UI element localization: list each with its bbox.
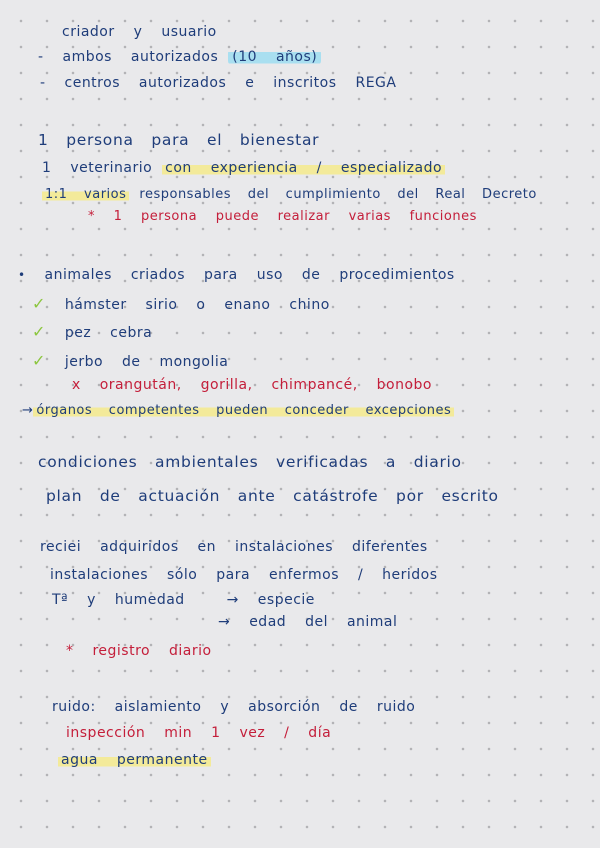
- highlight-excepciones: órganos competentes pueden conceder excepciones: [33, 403, 454, 418]
- note-line-ruido: [52, 699, 415, 715]
- note-text: 1 veterinario: [42, 160, 153, 176]
- note-line-temperatura: [52, 592, 315, 608]
- note-text: pez cebra: [64, 325, 153, 341]
- note-line-jerbo: [32, 351, 228, 370]
- highlight-experiencia: con experiencia / especializado: [162, 160, 445, 176]
- note-text: condiciones ambientales verificadas a diario: [38, 453, 462, 471]
- note-line-organos: [22, 403, 454, 418]
- note-line-inspeccion: [66, 725, 331, 741]
- note-text: criador y usuario: [62, 24, 217, 40]
- note-line-registro: [66, 643, 212, 659]
- arrow-right-icon: →: [218, 614, 231, 630]
- note-text: 1 persona puede realizar varias funciones: [113, 209, 477, 224]
- note-line-criador: [62, 24, 217, 40]
- note-text: ruido: aislamiento y absorción de ruido: [52, 699, 416, 715]
- note-line-persona: [38, 131, 319, 149]
- note-line-animales: [18, 267, 455, 283]
- highlight-years: (10 años): [228, 49, 321, 65]
- note-line-veterinario: [42, 160, 445, 176]
- note-text: * registro diario: [66, 643, 212, 659]
- note-text: especie: [257, 592, 315, 608]
- arrow-right-icon: →: [226, 592, 239, 608]
- note-text: plan de actuación ante catástrofe por escrito: [46, 487, 499, 505]
- note-line-condiciones: [38, 453, 462, 471]
- note-line-primates: [72, 377, 432, 393]
- note-text: x orangután, gorilla, chimpancé, bonobo: [72, 377, 432, 393]
- note-line-hamster: [32, 294, 330, 313]
- note-line-pez: [32, 322, 152, 341]
- note-text: inspección min 1 vez / día: [66, 725, 332, 741]
- note-text: hámster sirio o enano chino: [64, 297, 330, 313]
- note-text: responsables del cumplimiento del Real Decreto: [139, 187, 537, 202]
- checkmark-icon: ✓: [32, 322, 46, 341]
- arrow-right-icon: →: [22, 403, 34, 418]
- note-text: animales criados para uso de procedimientos: [44, 267, 455, 283]
- note-line-plan: [46, 487, 499, 505]
- note-line-edad: [218, 614, 397, 630]
- star-icon: *: [88, 209, 95, 224]
- note-text: Tª y humedad: [52, 592, 185, 608]
- note-text: 1 persona para el bienestar: [38, 131, 320, 149]
- note-text: instalaciones sólo para enfermos / heridos: [50, 567, 438, 583]
- checkmark-icon: ✓: [32, 351, 46, 370]
- note-line-centros: [40, 75, 396, 91]
- note-line-responsables: [42, 187, 537, 202]
- note-line-agua: [58, 752, 211, 768]
- note-text: jerbo de mongolia: [64, 354, 229, 370]
- highlight-agua: agua permanente: [58, 752, 211, 768]
- note-line-instalaciones: [50, 567, 438, 583]
- note-line-reciei: [40, 539, 428, 555]
- note-line-ambos: [38, 49, 321, 65]
- bullet-icon: •: [18, 268, 26, 282]
- note-text: reciei adquiridos en instalaciones diferentes: [40, 539, 428, 555]
- checkmark-icon: ✓: [32, 294, 46, 313]
- note-text: edad del animal: [249, 614, 398, 630]
- highlight-varios: 1:1 varios: [42, 187, 129, 202]
- note-line-funciones: [88, 209, 477, 224]
- note-text: - ambos autorizados: [38, 49, 219, 65]
- note-text: - centros autorizados e inscritos REGA: [40, 75, 397, 91]
